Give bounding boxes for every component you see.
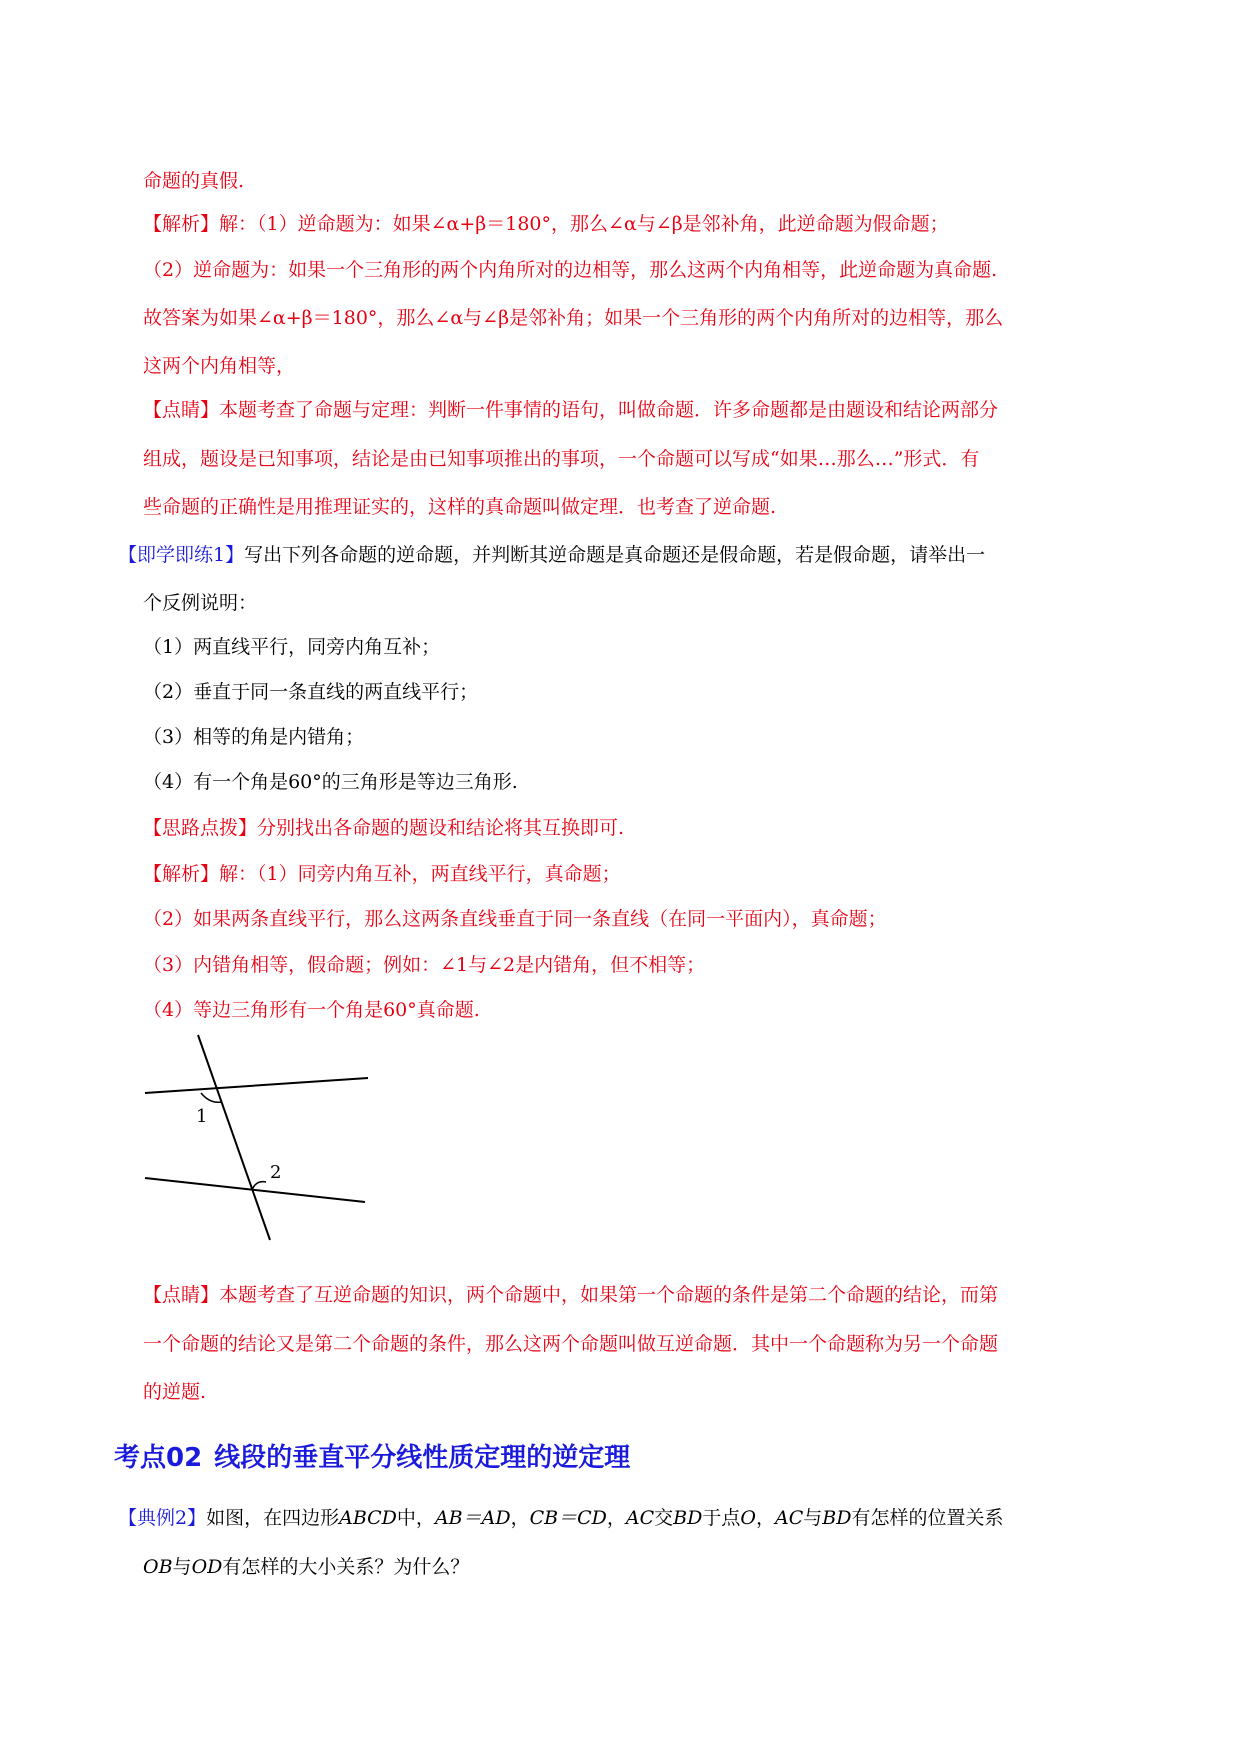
comment-line	[143, 1282, 998, 1308]
math-text: AC	[774, 1507, 804, 1529]
math-text: AB＝AD	[434, 1507, 511, 1529]
comment-text: 本题考查了互逆命题的知识，两个命题中，如果第一个命题的条件是第二个命题的结论，而第	[219, 1284, 999, 1306]
analysis-line	[143, 861, 621, 887]
text-line: 命题的真假.	[143, 170, 245, 192]
text-line: 这两个内角相等，	[143, 355, 296, 377]
angle-2-arc	[252, 1182, 266, 1190]
analysis-tag: 【解析】	[143, 213, 220, 235]
comment-tag: 【点睛】	[143, 1284, 220, 1306]
angle-1-label: 1	[196, 1106, 208, 1127]
math-text: BD	[822, 1507, 852, 1529]
text-run: 于点	[702, 1507, 741, 1529]
text-line: 故答案为如果∠α+β＝180°，那么∠α与∠β是邻补角；如果一个三角形的两个内角所对的边相等，那么	[143, 307, 1004, 329]
list-item: （2）垂直于同一条直线的两直线平行；	[143, 681, 479, 703]
text-line: （2）如果两条直线平行，那么这两条直线垂直于同一条直线（在同一平面内），真命题；	[143, 908, 887, 930]
text-run: 有怎样的位置关系	[851, 1507, 1004, 1529]
text-line: 一个命题的结论又是第二个命题的条件，那么这两个命题叫做互逆命题．其中一个命题称为另一个命题	[143, 1333, 999, 1355]
math-text: OD	[191, 1556, 223, 1578]
math-text: AC	[625, 1507, 655, 1529]
hint-line	[143, 815, 624, 841]
text-line: 组成，题设是已知事项，结论是由已知事项推出的事项，一个命题可以写成“如果…那么…”形式．有	[143, 448, 980, 470]
math-text: ABCD	[339, 1507, 397, 1529]
list-item: （3）相等的角是内错角；	[143, 726, 365, 748]
text-run: 与	[803, 1507, 823, 1529]
text-line: 个反例说明：	[143, 592, 258, 614]
math-text: BD	[673, 1507, 703, 1529]
math-text: O	[740, 1507, 756, 1529]
math-text: CB＝CD	[529, 1507, 607, 1529]
text-run: 与	[172, 1556, 192, 1578]
math-text: OB	[143, 1556, 173, 1578]
analysis-text: 解：（1）同旁内角互补，两直线平行，真命题；	[219, 863, 621, 885]
practice-tag: 【即学即练1】	[118, 544, 245, 566]
hint-tag: 【思路点拨】	[143, 817, 258, 839]
text-run: 有怎样的大小关系？为什么？	[222, 1556, 470, 1578]
comment-tag: 【点睛】	[143, 399, 220, 421]
text-run: ，	[510, 1507, 530, 1529]
section-title: 线段的垂直平分线性质定理的逆定理	[214, 1443, 631, 1473]
transversal-line	[198, 1035, 270, 1240]
text-run: ，	[606, 1507, 626, 1529]
text-line: 些命题的正确性是用推理证实的，这样的真命题叫做定理．也考查了逆命题.	[143, 496, 777, 518]
analysis-line	[143, 211, 949, 237]
text-run: ，	[755, 1507, 775, 1529]
analysis-tag: 【解析】	[143, 863, 220, 885]
example-tag: 【典例2】	[118, 1507, 207, 1529]
text-run: 中，	[396, 1507, 435, 1529]
list-item: （1）两直线平行，同旁内角互补；	[143, 636, 441, 658]
example-question-line2	[143, 1554, 469, 1580]
list-item: （4）有一个角是60°的三角形是等边三角形.	[143, 771, 518, 793]
text-run: 如图，在四边形	[206, 1507, 340, 1529]
angle-2-label: 2	[270, 1162, 282, 1183]
comment-line	[143, 397, 998, 423]
example-question	[118, 1505, 1003, 1531]
text-run: 交	[654, 1507, 674, 1529]
text-line: （4）等边三角形有一个角是60°真命题.	[143, 999, 480, 1021]
text-line: （2）逆命题为：如果一个三角形的两个内角所对的边相等，那么这两个内角相等，此逆命题为真命题.	[143, 259, 998, 281]
comment-text: 本题考查了命题与定理：判断一件事情的语句，叫做命题．许多命题都是由题设和结论两部分	[219, 399, 999, 421]
practice-question	[118, 542, 985, 568]
analysis-text: 解：（1）逆命题为：如果∠α+β＝180°，那么∠α与∠β是邻补角，此逆命题为假命题；	[219, 213, 949, 235]
section-number: 考点02	[114, 1443, 203, 1473]
section-heading	[114, 1437, 630, 1474]
parallel-lines-figure	[140, 1030, 380, 1250]
text-line: 的逆题.	[143, 1381, 207, 1403]
practice-text: 写出下列各命题的逆命题，并判断其逆命题是真命题还是假命题，若是假命题，请举出一	[244, 544, 986, 566]
text-line: （3）内错角相等，假命题；例如：∠1与∠2是内错角，但不相等；	[143, 954, 706, 976]
upper-line	[145, 1078, 368, 1093]
hint-text: 分别找出各命题的题设和结论将其互换即可.	[257, 817, 625, 839]
